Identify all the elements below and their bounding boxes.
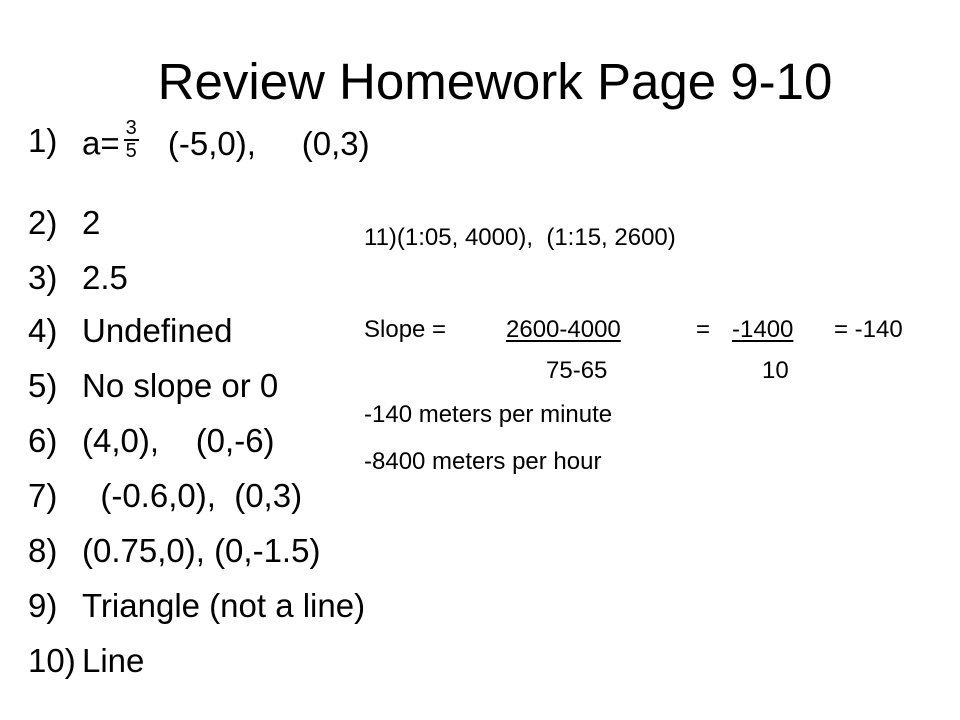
- item-number: 9): [28, 587, 58, 624]
- item-text: 2: [82, 204, 101, 241]
- item-prefix: a=: [82, 124, 120, 162]
- points-line: 11)(1:05, 4000), (1:15, 2600): [364, 224, 676, 251]
- item-text: 2.5: [82, 259, 128, 296]
- item-number: 7): [28, 477, 58, 514]
- item-text: (-0.6,0), (0,3): [82, 477, 303, 514]
- fraction-numerator: 3: [125, 117, 137, 139]
- rate-per-hour: -8400 meters per hour: [364, 448, 602, 475]
- slope-numerator-result: -1400: [732, 316, 794, 343]
- slope-numerator: 2600-4000: [506, 316, 621, 343]
- item-number: 5): [28, 367, 58, 404]
- item-text: [82, 117, 370, 168]
- item-number: 2): [28, 204, 58, 241]
- item-number: 10): [28, 642, 76, 679]
- equals-sign: =: [696, 316, 711, 343]
- slide-title: Review Homework Page 9-10: [157, 53, 833, 110]
- item-suffix: (-5,0), (0,3): [167, 124, 370, 162]
- item-number: 1): [28, 122, 58, 159]
- item-text: No slope or 0: [82, 367, 279, 404]
- slope-label: Slope =: [364, 316, 447, 343]
- item-number: 4): [28, 312, 58, 349]
- slope-line: [364, 318, 944, 348]
- slope-denominator: 75-65: [546, 357, 608, 384]
- item-number: 8): [28, 532, 58, 569]
- item-number: 6): [28, 422, 58, 459]
- fraction: [124, 118, 139, 162]
- item-text: (4,0), (0,-6): [82, 422, 275, 459]
- denominator-line: [364, 359, 944, 389]
- item-number: 3): [28, 259, 58, 296]
- item-text: (0.75,0), (0,-1.5): [82, 532, 321, 569]
- item-text: Triangle (not a line): [82, 587, 366, 624]
- slope-denominator-result: 10: [762, 357, 789, 384]
- fraction-denominator: 5: [125, 140, 137, 162]
- item-text: Line: [82, 642, 145, 679]
- rate-per-minute: -140 meters per minute: [364, 401, 613, 428]
- slope-result: = -140: [834, 316, 903, 343]
- item-text: Undefined: [82, 312, 233, 349]
